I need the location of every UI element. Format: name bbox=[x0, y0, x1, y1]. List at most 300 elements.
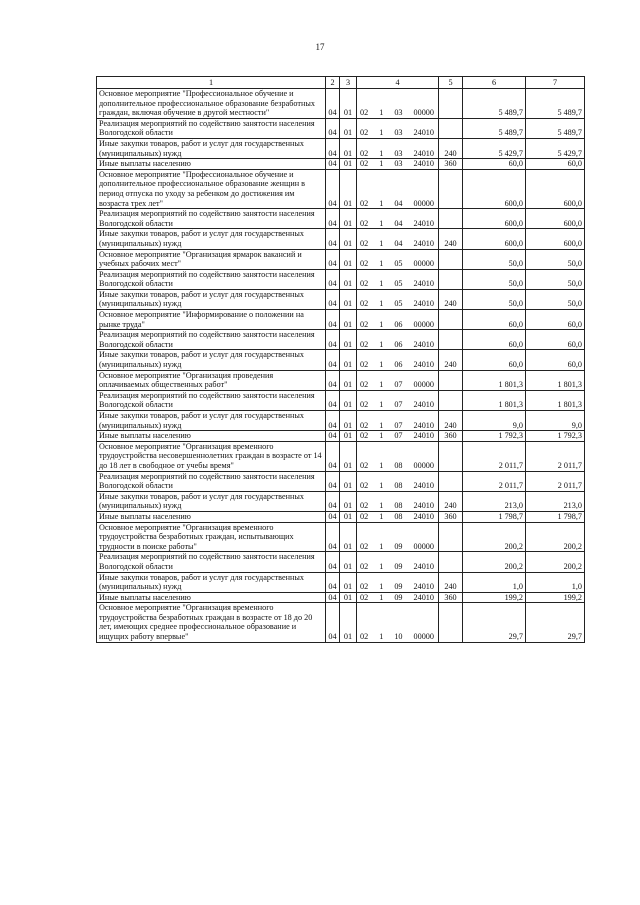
row-expense-type bbox=[439, 370, 463, 390]
row-amount-col7: 2 011,7 bbox=[526, 441, 585, 471]
target-article-part: 02 bbox=[360, 501, 369, 511]
target-article-parts bbox=[357, 108, 438, 118]
page-number: 17 bbox=[315, 42, 325, 52]
target-article-part: 00000 bbox=[413, 198, 434, 208]
header-col-1: 1 bbox=[97, 77, 326, 89]
row-name: Основное мероприятие "Организация временного трудоустройства несовершеннолетних граждан в возрасте от 14 до 18 лет в свободное от учебы время" bbox=[97, 441, 326, 471]
row-section-code: 04 bbox=[326, 370, 340, 390]
table-row bbox=[97, 330, 585, 350]
row-amount-col7: 1 798,7 bbox=[526, 511, 585, 522]
target-article-part: 1 bbox=[379, 592, 384, 602]
row-name: Иные закупки товаров, работ и услуг для государственных (муниципальных) нужд bbox=[97, 491, 326, 511]
target-article-part: 00000 bbox=[413, 380, 434, 390]
row-expense-type: 240 bbox=[439, 138, 463, 158]
target-article-part: 24010 bbox=[413, 582, 434, 592]
table-row bbox=[97, 511, 585, 522]
row-target-article bbox=[357, 390, 439, 410]
row-subsection-code: 01 bbox=[340, 209, 357, 229]
target-article-part: 07 bbox=[394, 420, 403, 430]
target-article-part: 1 bbox=[379, 299, 384, 309]
row-target-article bbox=[357, 89, 439, 119]
row-section-code: 04 bbox=[326, 572, 340, 592]
row-amount-col7: 600,0 bbox=[526, 209, 585, 229]
target-article-part: 02 bbox=[360, 148, 369, 158]
target-article-parts bbox=[357, 512, 438, 522]
table-row bbox=[97, 289, 585, 309]
row-expense-type bbox=[439, 269, 463, 289]
target-article-part: 24010 bbox=[413, 299, 434, 309]
table-row bbox=[97, 159, 585, 170]
table-row bbox=[97, 522, 585, 552]
target-article-part: 02 bbox=[360, 159, 369, 169]
target-article-parts bbox=[357, 159, 438, 169]
row-expense-type bbox=[439, 603, 463, 642]
table-row bbox=[97, 431, 585, 442]
target-article-part: 09 bbox=[394, 541, 403, 551]
target-article-part: 1 bbox=[379, 259, 384, 269]
row-name: Иные выплаты населению bbox=[97, 511, 326, 522]
row-name: Иные закупки товаров, работ и услуг для государственных (муниципальных) нужд bbox=[97, 572, 326, 592]
row-target-article bbox=[357, 138, 439, 158]
row-amount-col7: 50,0 bbox=[526, 289, 585, 309]
row-name: Основное мероприятие "Организация ярмарок вакансий и учебных рабочих мест" bbox=[97, 249, 326, 269]
row-expense-type: 360 bbox=[439, 592, 463, 603]
row-name: Основное мероприятие "Организация временного трудоустройства безработных граждан в возрасте от 18 до 20 лет, имеющих среднее профессиональное образование и ищущих работу впервые" bbox=[97, 603, 326, 642]
target-article-part: 02 bbox=[360, 541, 369, 551]
row-subsection-code: 01 bbox=[340, 370, 357, 390]
row-subsection-code: 01 bbox=[340, 572, 357, 592]
row-amount-col6: 50,0 bbox=[463, 249, 526, 269]
row-subsection-code: 01 bbox=[340, 89, 357, 119]
row-section-code: 04 bbox=[326, 118, 340, 138]
target-article-part: 03 bbox=[394, 159, 403, 169]
row-expense-type: 240 bbox=[439, 411, 463, 431]
target-article-part: 02 bbox=[360, 481, 369, 491]
row-amount-col6: 200,2 bbox=[463, 522, 526, 552]
target-article-part: 02 bbox=[360, 460, 369, 470]
row-target-article bbox=[357, 572, 439, 592]
row-amount-col7: 50,0 bbox=[526, 249, 585, 269]
row-subsection-code: 01 bbox=[340, 603, 357, 642]
target-article-part: 00000 bbox=[413, 259, 434, 269]
row-section-code: 04 bbox=[326, 592, 340, 603]
target-article-part: 04 bbox=[394, 218, 403, 228]
row-section-code: 04 bbox=[326, 491, 340, 511]
row-target-article bbox=[357, 411, 439, 431]
row-amount-col7: 200,2 bbox=[526, 522, 585, 552]
row-name: Реализация мероприятий по содействию занятости населения Вологодской области bbox=[97, 269, 326, 289]
target-article-part: 02 bbox=[360, 380, 369, 390]
row-name: Иные выплаты населению bbox=[97, 592, 326, 603]
target-article-part: 1 bbox=[379, 431, 384, 441]
row-amount-col6: 200,2 bbox=[463, 552, 526, 572]
target-article-parts bbox=[357, 380, 438, 390]
row-name: Основное мероприятие "Информирование о положении на рынке труда" bbox=[97, 310, 326, 330]
row-amount-col6: 5 489,7 bbox=[463, 89, 526, 119]
row-amount-col7: 5 489,7 bbox=[526, 89, 585, 119]
row-name: Реализация мероприятий по содействию занятости населения Вологодской области bbox=[97, 330, 326, 350]
table-row bbox=[97, 441, 585, 471]
row-name: Основное мероприятие "Организация проведения оплачиваемых общественных работ" bbox=[97, 370, 326, 390]
target-article-part: 24010 bbox=[413, 238, 434, 248]
row-section-code: 04 bbox=[326, 269, 340, 289]
target-article-parts bbox=[357, 461, 438, 471]
row-name: Основное мероприятие "Профессиональное обучение и дополнительное профессиональное образование безработных граждан, включая обучение в другой местности" bbox=[97, 89, 326, 119]
row-amount-col7: 1 801,3 bbox=[526, 390, 585, 410]
row-section-code: 04 bbox=[326, 159, 340, 170]
row-name: Реализация мероприятий по содействию занятости населения Вологодской области bbox=[97, 552, 326, 572]
row-amount-col6: 2 011,7 bbox=[463, 471, 526, 491]
row-target-article bbox=[357, 330, 439, 350]
row-subsection-code: 01 bbox=[340, 138, 357, 158]
row-section-code: 04 bbox=[326, 390, 340, 410]
row-target-article bbox=[357, 169, 439, 208]
row-subsection-code: 01 bbox=[340, 310, 357, 330]
target-article-part: 02 bbox=[360, 420, 369, 430]
row-section-code: 04 bbox=[326, 169, 340, 208]
table-row bbox=[97, 471, 585, 491]
row-amount-col7: 29,7 bbox=[526, 603, 585, 642]
row-expense-type: 360 bbox=[439, 511, 463, 522]
row-amount-col6: 5 429,7 bbox=[463, 138, 526, 158]
row-amount-col6: 213,0 bbox=[463, 491, 526, 511]
row-expense-type: 240 bbox=[439, 491, 463, 511]
row-name: Иные закупки товаров, работ и услуг для государственных (муниципальных) нужд bbox=[97, 350, 326, 370]
row-section-code: 04 bbox=[326, 330, 340, 350]
target-article-part: 09 bbox=[394, 592, 403, 602]
target-article-part: 24010 bbox=[413, 218, 434, 228]
row-expense-type bbox=[439, 522, 463, 552]
target-article-part: 1 bbox=[379, 198, 384, 208]
target-article-part: 02 bbox=[360, 259, 369, 269]
target-article-part: 1 bbox=[379, 319, 384, 329]
target-article-part: 02 bbox=[360, 360, 369, 370]
header-col-2: 2 bbox=[326, 77, 340, 89]
row-amount-col7: 60,0 bbox=[526, 330, 585, 350]
target-article-parts bbox=[357, 299, 438, 309]
target-article-parts bbox=[357, 149, 438, 159]
target-article-part: 24010 bbox=[413, 420, 434, 430]
target-article-part: 08 bbox=[394, 481, 403, 491]
row-section-code: 04 bbox=[326, 411, 340, 431]
target-article-parts bbox=[357, 542, 438, 552]
target-article-part: 1 bbox=[379, 511, 384, 521]
row-target-article bbox=[357, 441, 439, 471]
row-subsection-code: 01 bbox=[340, 350, 357, 370]
row-target-article bbox=[357, 118, 439, 138]
target-article-part: 06 bbox=[394, 319, 403, 329]
target-article-part: 10 bbox=[394, 632, 403, 642]
target-article-parts bbox=[357, 279, 438, 289]
row-target-article bbox=[357, 592, 439, 603]
target-article-part: 1 bbox=[379, 501, 384, 511]
row-expense-type bbox=[439, 330, 463, 350]
row-name: Иные закупки товаров, работ и услуг для государственных (муниципальных) нужд bbox=[97, 138, 326, 158]
budget-table bbox=[96, 76, 585, 643]
row-amount-col7: 600,0 bbox=[526, 169, 585, 208]
target-article-part: 24010 bbox=[413, 592, 434, 602]
row-section-code: 04 bbox=[326, 289, 340, 309]
target-article-parts bbox=[357, 199, 438, 209]
target-article-part: 02 bbox=[360, 339, 369, 349]
target-article-part: 1 bbox=[379, 400, 384, 410]
row-expense-type: 240 bbox=[439, 350, 463, 370]
row-target-article bbox=[357, 370, 439, 390]
target-article-part: 02 bbox=[360, 299, 369, 309]
row-amount-col6: 2 011,7 bbox=[463, 441, 526, 471]
target-article-part: 07 bbox=[394, 431, 403, 441]
row-expense-type: 360 bbox=[439, 159, 463, 170]
row-subsection-code: 01 bbox=[340, 431, 357, 442]
target-article-part: 05 bbox=[394, 259, 403, 269]
row-amount-col6: 5 489,7 bbox=[463, 118, 526, 138]
header-col-3: 3 bbox=[340, 77, 357, 89]
table-row bbox=[97, 552, 585, 572]
row-target-article bbox=[357, 491, 439, 511]
target-article-part: 07 bbox=[394, 380, 403, 390]
row-amount-col7: 199,2 bbox=[526, 592, 585, 603]
target-article-part: 1 bbox=[379, 420, 384, 430]
row-section-code: 04 bbox=[326, 350, 340, 370]
target-article-parts bbox=[357, 431, 438, 441]
row-subsection-code: 01 bbox=[340, 289, 357, 309]
target-article-part: 00000 bbox=[413, 108, 434, 118]
table-row bbox=[97, 370, 585, 390]
table-row bbox=[97, 572, 585, 592]
table-row bbox=[97, 229, 585, 249]
target-article-part: 1 bbox=[379, 339, 384, 349]
target-article-part: 05 bbox=[394, 299, 403, 309]
row-name: Основное мероприятие "Организация временного трудоустройства безработных граждан, испытывающих трудности в поиске работы" bbox=[97, 522, 326, 552]
row-subsection-code: 01 bbox=[340, 118, 357, 138]
target-article-part: 00000 bbox=[413, 460, 434, 470]
target-article-part: 03 bbox=[394, 128, 403, 138]
row-amount-col6: 50,0 bbox=[463, 289, 526, 309]
row-section-code: 04 bbox=[326, 249, 340, 269]
table-row bbox=[97, 491, 585, 511]
row-name: Иные выплаты населению bbox=[97, 159, 326, 170]
target-article-part: 24010 bbox=[413, 511, 434, 521]
row-subsection-code: 01 bbox=[340, 411, 357, 431]
row-target-article bbox=[357, 229, 439, 249]
target-article-parts bbox=[357, 340, 438, 350]
target-article-parts bbox=[357, 632, 438, 642]
target-article-parts bbox=[357, 593, 438, 603]
row-amount-col7: 1 792,3 bbox=[526, 431, 585, 442]
target-article-part: 02 bbox=[360, 592, 369, 602]
row-target-article bbox=[357, 159, 439, 170]
row-amount-col7: 60,0 bbox=[526, 159, 585, 170]
row-subsection-code: 01 bbox=[340, 522, 357, 552]
row-amount-col6: 600,0 bbox=[463, 209, 526, 229]
row-subsection-code: 01 bbox=[340, 471, 357, 491]
target-article-part: 08 bbox=[394, 501, 403, 511]
header-col-6: 6 bbox=[463, 77, 526, 89]
header-col-4: 4 bbox=[357, 77, 439, 89]
row-subsection-code: 01 bbox=[340, 511, 357, 522]
row-subsection-code: 01 bbox=[340, 229, 357, 249]
row-section-code: 04 bbox=[326, 522, 340, 552]
target-article-part: 1 bbox=[379, 481, 384, 491]
target-article-part: 06 bbox=[394, 339, 403, 349]
row-target-article bbox=[357, 289, 439, 309]
row-amount-col6: 1 801,3 bbox=[463, 390, 526, 410]
row-name: Реализация мероприятий по содействию занятости населения Вологодской области bbox=[97, 209, 326, 229]
row-subsection-code: 01 bbox=[340, 330, 357, 350]
target-article-parts bbox=[357, 259, 438, 269]
table-row bbox=[97, 592, 585, 603]
row-section-code: 04 bbox=[326, 209, 340, 229]
target-article-part: 1 bbox=[379, 159, 384, 169]
row-section-code: 04 bbox=[326, 471, 340, 491]
row-amount-col6: 1 801,3 bbox=[463, 370, 526, 390]
target-article-part: 1 bbox=[379, 360, 384, 370]
target-article-part: 09 bbox=[394, 582, 403, 592]
row-expense-type bbox=[439, 89, 463, 119]
row-name: Основное мероприятие "Профессиональное обучение и дополнительное профессиональное образование женщин в период отпуска по уходу за ребенком до достижения им возраста трех лет" bbox=[97, 169, 326, 208]
row-amount-col6: 1 798,7 bbox=[463, 511, 526, 522]
row-subsection-code: 01 bbox=[340, 552, 357, 572]
row-subsection-code: 01 bbox=[340, 441, 357, 471]
target-article-part: 24010 bbox=[413, 128, 434, 138]
row-expense-type: 240 bbox=[439, 572, 463, 592]
target-article-parts bbox=[357, 421, 438, 431]
target-article-part: 02 bbox=[360, 279, 369, 289]
row-target-article bbox=[357, 511, 439, 522]
row-amount-col7: 60,0 bbox=[526, 310, 585, 330]
target-article-part: 24010 bbox=[413, 148, 434, 158]
row-section-code: 04 bbox=[326, 441, 340, 471]
target-article-part: 06 bbox=[394, 360, 403, 370]
row-expense-type bbox=[439, 118, 463, 138]
row-amount-col7: 600,0 bbox=[526, 229, 585, 249]
row-amount-col6: 600,0 bbox=[463, 229, 526, 249]
table-row bbox=[97, 390, 585, 410]
row-target-article bbox=[357, 269, 439, 289]
target-article-part: 02 bbox=[360, 128, 369, 138]
target-article-part: 04 bbox=[394, 238, 403, 248]
target-article-part: 24010 bbox=[413, 339, 434, 349]
target-article-parts bbox=[357, 239, 438, 249]
row-section-code: 04 bbox=[326, 431, 340, 442]
table-row bbox=[97, 350, 585, 370]
row-name: Реализация мероприятий по содействию занятости населения Вологодской области bbox=[97, 471, 326, 491]
target-article-parts bbox=[357, 562, 438, 572]
target-article-part: 02 bbox=[360, 632, 369, 642]
row-expense-type: 240 bbox=[439, 229, 463, 249]
target-article-parts bbox=[357, 400, 438, 410]
row-expense-type bbox=[439, 209, 463, 229]
row-section-code: 04 bbox=[326, 310, 340, 330]
target-article-part: 1 bbox=[379, 128, 384, 138]
target-article-part: 24010 bbox=[413, 431, 434, 441]
target-article-part: 1 bbox=[379, 460, 384, 470]
target-article-part: 08 bbox=[394, 511, 403, 521]
table-row bbox=[97, 209, 585, 229]
row-amount-col6: 1,0 bbox=[463, 572, 526, 592]
table-row bbox=[97, 603, 585, 642]
row-name: Иные закупки товаров, работ и услуг для государственных (муниципальных) нужд bbox=[97, 411, 326, 431]
row-target-article bbox=[357, 431, 439, 442]
header-row bbox=[97, 77, 585, 89]
row-expense-type bbox=[439, 310, 463, 330]
table-row bbox=[97, 411, 585, 431]
header-col-7: 7 bbox=[526, 77, 585, 89]
row-subsection-code: 01 bbox=[340, 169, 357, 208]
row-section-code: 04 bbox=[326, 229, 340, 249]
row-subsection-code: 01 bbox=[340, 249, 357, 269]
row-expense-type bbox=[439, 471, 463, 491]
row-target-article bbox=[357, 249, 439, 269]
target-article-part: 24010 bbox=[413, 159, 434, 169]
target-article-part: 03 bbox=[394, 148, 403, 158]
table-row bbox=[97, 118, 585, 138]
row-name: Иные закупки товаров, работ и услуг для государственных (муниципальных) нужд bbox=[97, 289, 326, 309]
row-name: Реализация мероприятий по содействию занятости населения Вологодской области bbox=[97, 118, 326, 138]
row-amount-col6: 60,0 bbox=[463, 159, 526, 170]
row-amount-col7: 200,2 bbox=[526, 552, 585, 572]
row-target-article bbox=[357, 310, 439, 330]
target-article-part: 02 bbox=[360, 561, 369, 571]
target-article-part: 05 bbox=[394, 279, 403, 289]
row-subsection-code: 01 bbox=[340, 592, 357, 603]
row-amount-col7: 2 011,7 bbox=[526, 471, 585, 491]
target-article-part: 1 bbox=[379, 380, 384, 390]
row-amount-col7: 213,0 bbox=[526, 491, 585, 511]
table-row bbox=[97, 310, 585, 330]
budget-table-body bbox=[97, 77, 585, 643]
target-article-part: 24010 bbox=[413, 501, 434, 511]
row-amount-col7: 5 429,7 bbox=[526, 138, 585, 158]
target-article-part: 02 bbox=[360, 238, 369, 248]
row-target-article bbox=[357, 209, 439, 229]
target-article-parts bbox=[357, 320, 438, 330]
row-amount-col7: 9,0 bbox=[526, 411, 585, 431]
row-name: Иные выплаты населению bbox=[97, 431, 326, 442]
target-article-part: 1 bbox=[379, 238, 384, 248]
row-target-article bbox=[357, 471, 439, 491]
target-article-part: 1 bbox=[379, 148, 384, 158]
target-article-part: 24010 bbox=[413, 279, 434, 289]
row-expense-type bbox=[439, 390, 463, 410]
row-target-article bbox=[357, 522, 439, 552]
target-article-part: 02 bbox=[360, 108, 369, 118]
target-article-part: 04 bbox=[394, 198, 403, 208]
target-article-part: 24010 bbox=[413, 481, 434, 491]
target-article-part: 03 bbox=[394, 108, 403, 118]
row-expense-type: 360 bbox=[439, 431, 463, 442]
target-article-part: 02 bbox=[360, 431, 369, 441]
row-expense-type bbox=[439, 552, 463, 572]
row-subsection-code: 01 bbox=[340, 159, 357, 170]
target-article-part: 1 bbox=[379, 582, 384, 592]
target-article-part: 02 bbox=[360, 400, 369, 410]
target-article-parts bbox=[357, 360, 438, 370]
row-expense-type: 240 bbox=[439, 289, 463, 309]
target-article-part: 00000 bbox=[413, 632, 434, 642]
table-row bbox=[97, 138, 585, 158]
row-subsection-code: 01 bbox=[340, 269, 357, 289]
row-amount-col6: 60,0 bbox=[463, 310, 526, 330]
row-amount-col6: 50,0 bbox=[463, 269, 526, 289]
target-article-part: 00000 bbox=[413, 541, 434, 551]
table-row bbox=[97, 269, 585, 289]
row-amount-col7: 1,0 bbox=[526, 572, 585, 592]
row-target-article bbox=[357, 552, 439, 572]
row-amount-col6: 199,2 bbox=[463, 592, 526, 603]
row-amount-col6: 1 792,3 bbox=[463, 431, 526, 442]
row-name: Реализация мероприятий по содействию занятости населения Вологодской области bbox=[97, 390, 326, 410]
